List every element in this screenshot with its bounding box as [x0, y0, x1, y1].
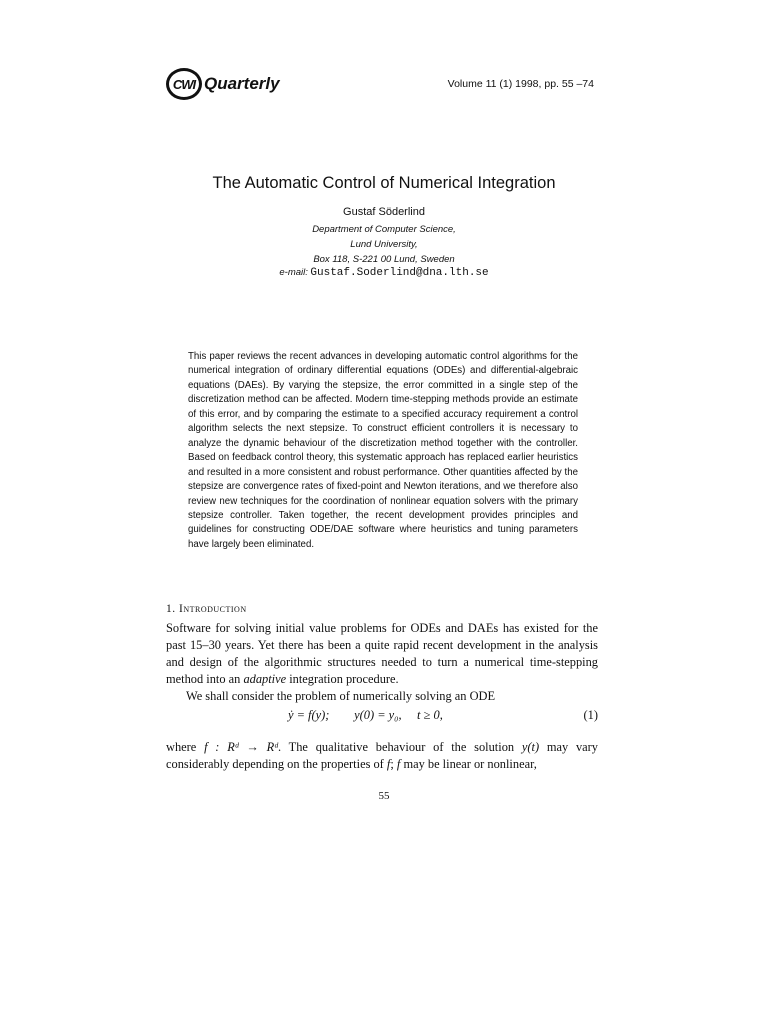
section-number: 1. — [166, 603, 176, 615]
intro-paragraph-1: Software for solving initial value problems for ODEs and DAEs has existed for the past 15–30 years. Yet there has been a quite rapid recent development in the analysis and design of the algorithmic structures needed to turn a numerical time-stepping method into an adaptive integration procedure. — [166, 621, 598, 686]
volume-info: Volume 11 (1) 1998, pp. 55 –74 — [447, 78, 594, 90]
affiliation-line-2: Lund University, — [350, 239, 418, 250]
affiliation-line-1: Department of Computer Science, — [312, 224, 456, 235]
email-label: e-mail: — [279, 267, 308, 278]
abstract: This paper reviews the recent advances in developing automatic control algorithms for the numerical integration of ordinary differential equations (ODEs) and differential-algebraic equations (DAEs). By varying the stepsize, the error committed in a single step of the discretization method can be affected. Modern time-stepping methods provide an estimate of this error, and by comparing the estimate to a specified accuracy requirement a control algorithm selects the next stepsize. To construct efficient controllers it is necessary to analyze the dynamic behaviour of the discretization method together with the controller. Based on feedback control theory, this systematic approach has replaced earlier heuristics and resulted in a more consistent and robust performance. Other quantities affected by the stepsize are convergence rates of fixed-point and Newton iterations, and we therefore also review new techniques for the coordination of nonlinear equation solvers with the primary stepsize controller. Taken together, the recent development provides principles and guidelines for constructing ODE/DAE software where heuristics and tuning parameters have largely been eliminated. — [188, 351, 578, 550]
email-address: Gustaf.Soderlind@dna.lth.se — [310, 267, 489, 279]
equation-expression: ẏ = f(y); y(0) = y₀, t ≥ 0, — [288, 708, 443, 722]
paper-author: Gustaf Söderlind — [343, 206, 425, 218]
paper-title: The Automatic Control of Numerical Integration — [212, 174, 556, 192]
equation-1 — [166, 708, 598, 726]
journal-logo — [166, 66, 280, 102]
author-email — [0, 267, 768, 279]
section-title: Introduction — [179, 603, 247, 615]
section-heading — [166, 603, 247, 615]
equation-number: (1) — [583, 708, 598, 722]
affiliation-line-3: Box 118, S-221 00 Lund, Sweden — [313, 254, 455, 265]
intro-paragraph-2: We shall consider the problem of numerically solving an ODE — [186, 689, 496, 703]
math-mapping: f : Rᵈ → Rᵈ — [204, 740, 278, 754]
page-number: 55 — [378, 790, 390, 802]
emphasis-adaptive: adaptive — [243, 672, 287, 686]
cwi-logo-badge: CWI — [166, 68, 202, 100]
math-solution: y(t) — [521, 740, 540, 754]
logo-text: Quarterly — [204, 74, 280, 93]
intro-paragraph-3: where f : Rᵈ → Rᵈ. The qualitative behaviour of the solution y(t) may vary considerably depending on the properties of f; f may be linear or nonlinear, — [166, 740, 598, 771]
